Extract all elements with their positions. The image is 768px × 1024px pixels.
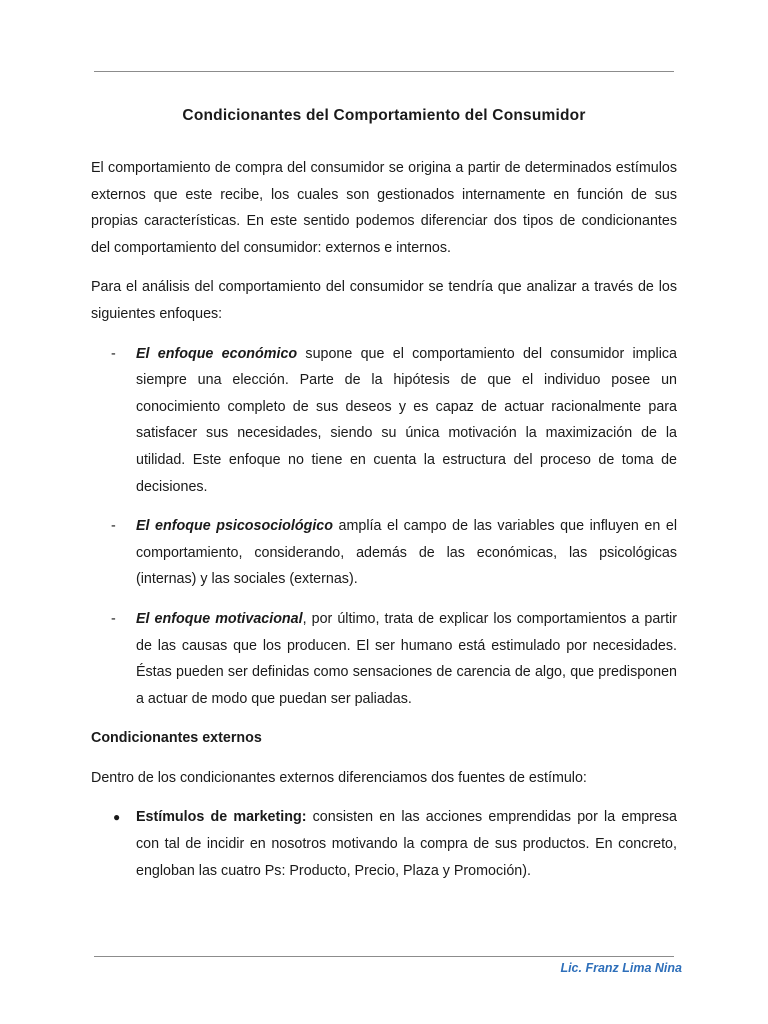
bullet-icon: ● [113, 810, 121, 825]
document-title: Condicionantes del Comportamiento del Consumidor [182, 107, 586, 124]
approaches-intro-paragraph: Para el análisis del comportamiento del consumidor se tendría que analizar a través de los siguientes enfoques: [91, 279, 677, 322]
intro-paragraph: El comportamiento de compra del consumidor se origina a partir de determinados estímulos externos que este recibe, los cuales son gestionados internamente en función de sus propias características. En este sentido podemos diferenciar dos tipos de condicionantes del comportamiento del consumidor: externos e internos. [91, 160, 677, 256]
dash-marker: - [111, 518, 116, 535]
external-sources-paragraph: Dentro de los condicionantes externos diferenciamos dos fuentes de estímulo: [91, 769, 587, 786]
section-heading-external: Condicionantes externos [91, 730, 262, 747]
list-item-psychosocial-approach [91, 513, 677, 593]
list-item-marketing-stimuli [91, 804, 677, 884]
stimuli-list [91, 804, 677, 884]
dash-marker: - [111, 610, 116, 627]
footer-author: Lic. Franz Lima Nina [560, 961, 682, 975]
approach-lead: El enfoque económico [136, 345, 298, 362]
stimulus-lead: Estímulos de marketing: [136, 809, 307, 826]
approaches-list [91, 341, 677, 713]
approach-text: amplía el campo de las variables que influyen en el comportamiento, considerando, además de las económicas, las psicológicas (internas) y las sociales (externas). [136, 518, 677, 588]
approach-text: supone que el comportamiento del consumidor implica siempre una elección. Parte de la hipótesis de que el individuo posee un conocimiento completo de sus deseos y es capaz de actuar racionalmente para satisfacer sus necesidades, siendo su única motivación la maximización de la utilidad. Este enfoque no tiene en cuenta la estructura del proceso de toma de decisiones. [136, 345, 677, 495]
list-item-motivational-approach [91, 606, 677, 712]
approach-lead: El enfoque psicosociológico [136, 518, 333, 535]
header-divider [94, 71, 674, 72]
document-body [91, 105, 677, 897]
dash-marker: - [111, 345, 116, 362]
footer-divider [94, 956, 674, 957]
list-item-economic-approach [91, 341, 677, 501]
approach-text: , por último, trata de explicar los comportamientos a partir de las causas que los producen. El ser humano está estimulado por necesidades. Éstas pueden ser definidas como sensaciones de carencia de algo, que predisponen a actuar de modo que puedan ser paliadas. [136, 610, 677, 707]
stimulus-text: consisten en las acciones emprendidas por la empresa con tal de incidir en nosotros motivando la compra de sus productos. En concreto, engloban las cuatro Ps: Producto, Precio, Plaza y Promoción). [136, 809, 677, 879]
approach-lead: El enfoque motivacional [136, 610, 303, 627]
